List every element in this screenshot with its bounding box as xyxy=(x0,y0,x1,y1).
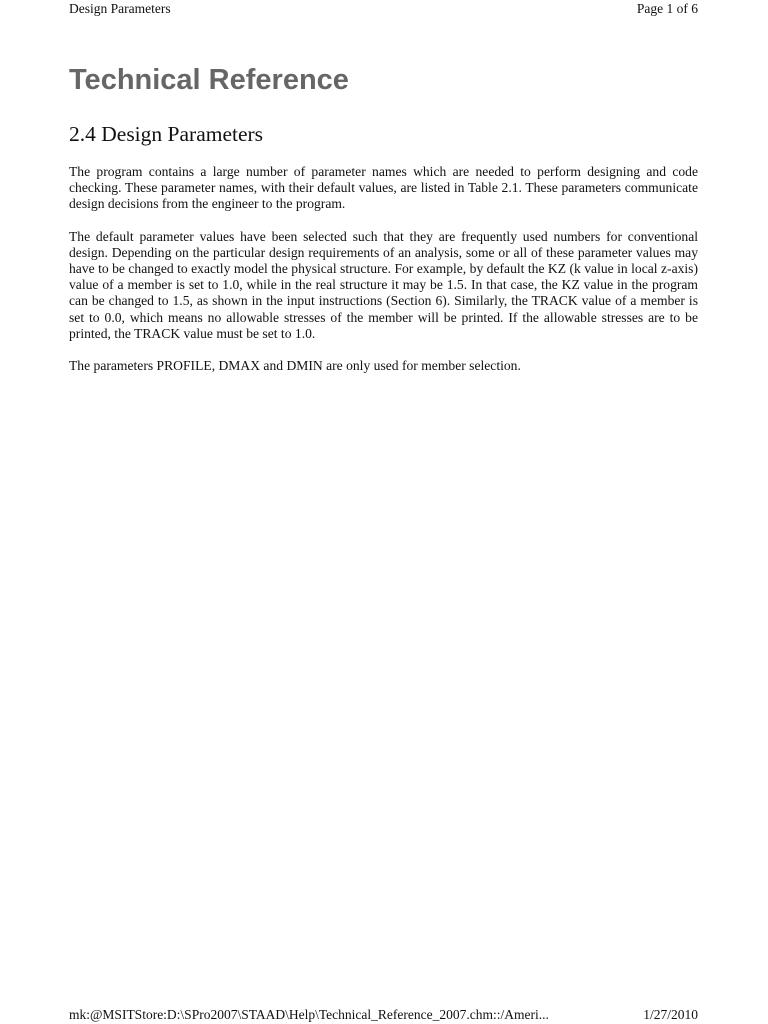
header-section-title: Design Parameters xyxy=(69,1,171,16)
footer-source-url: mk:@MSITStore:D:\SPro2007\STAAD\Help\Technical_Reference_2007.chm::/Ameri... xyxy=(69,1007,549,1022)
section-heading: 2.4 Design Parameters xyxy=(69,122,264,146)
page-footer xyxy=(69,1006,698,1024)
body-paragraph: The default parameter values have been selected such that they are frequently used numbers for conventional design. Depending on the particular design requirements of an analysis, some or all of these parameter values may have to be changed to exactly model the physical structure. For example, by default the KZ (k value in local z-axis) value of a member is set to 1.0, while in the real structure it may be 1.5. In that case, the KZ value in the program can be changed to 1.5, as shown in the input instructions (Section 6). Similarly, the TRACK value of a member is set to 0.0, which means no allowable stresses of the member will be printed. If the allowable stresses are to be printed, the TRACK value must be set to 1.0. xyxy=(69,228,698,341)
header-page-number: Page 1 of 6 xyxy=(636,1,698,16)
page-header xyxy=(69,0,698,18)
document-body xyxy=(69,164,698,390)
body-paragraph: The parameters PROFILE, DMAX and DMIN are only used for member selection. xyxy=(69,358,521,374)
footer-date: 1/27/2010 xyxy=(643,1007,698,1022)
body-paragraph: The program contains a large number of parameter names which are needed to perform designing and code checking. These parameter names, with their default values, are listed in Table 2.1. These parameters communicate design decisions from the engineer to the program. xyxy=(69,164,698,212)
document-title: Technical Reference xyxy=(69,64,349,96)
